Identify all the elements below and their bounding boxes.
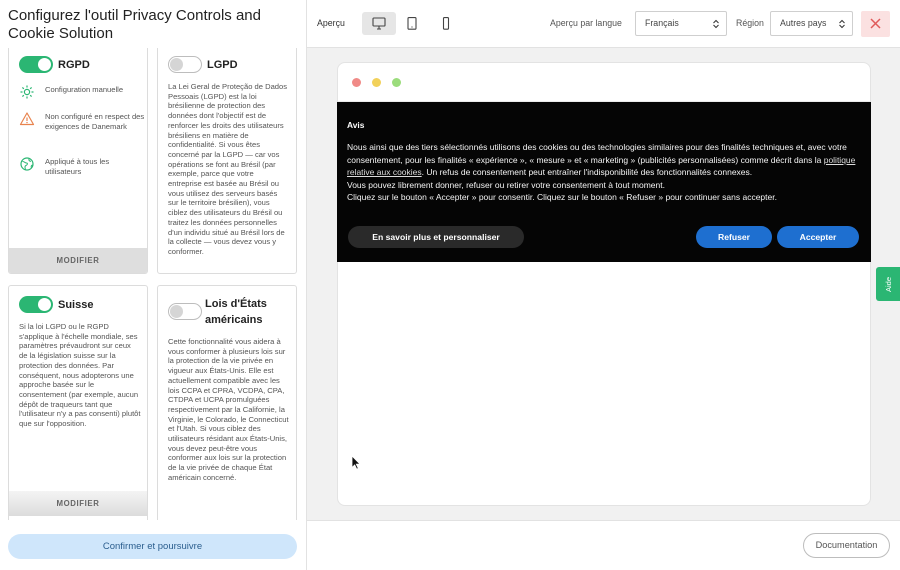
region-value: Autres pays	[780, 18, 827, 28]
preview-toolbar	[307, 0, 900, 48]
documentation-button[interactable]: Documentation	[803, 533, 890, 558]
window-maximize-dot	[392, 78, 401, 87]
card-rgpd	[8, 48, 148, 274]
select-arrows-icon	[839, 19, 845, 29]
cookie-banner	[337, 102, 871, 262]
window-close-dot	[352, 78, 361, 87]
rgpd-modify-button[interactable]: MODIFIER	[9, 248, 147, 273]
lgpd-description: La Lei Geral de Proteção de Dados Pessoais (LGPD) est la loi brésilienne de protection des données dont l'objectif est de renforcer les droits des utilisateurs brésiliens en matière de confidentialité. Si vous êtes concerné par la LGPD — car vos opérations se font au Brésil (par exemple, parce que votre entreprise est basée au Brésil ou vous utilisez des serveurs basés sur le territoire brésilien), vous ciblez des utilisateurs du Brésil ou traitez les données personnelles d'un individu situé au Brésil lors de la collecte — vous devez vous y conformer.	[168, 82, 288, 256]
banner-text-line2: Vous pouvez librement donner, refuser ou retirer votre consentement à tout moment.	[347, 179, 665, 190]
gear-icon	[19, 84, 35, 100]
suisse-modify-button[interactable]: MODIFIER	[9, 491, 147, 516]
preview-panel	[307, 0, 900, 570]
close-button[interactable]	[861, 11, 890, 37]
language-label: Aperçu par langue	[550, 18, 622, 28]
cookie-policy-link[interactable]: politique relative aux cookies	[347, 154, 856, 178]
tablet-icon	[406, 17, 418, 30]
suisse-toggle[interactable]	[19, 296, 53, 313]
feature-configuration-text: Configuration manuelle	[45, 85, 124, 94]
tablet-view-button[interactable]	[396, 12, 430, 35]
banner-title: Avis	[347, 120, 365, 130]
language-value: Français	[645, 18, 679, 28]
globe-icon	[19, 156, 35, 172]
feature-global-text: Appliqué à tous les utilisateurs	[45, 157, 110, 176]
learn-more-button[interactable]: En savoir plus et personnaliser	[348, 226, 524, 248]
desktop-icon	[372, 17, 386, 30]
warning-icon	[19, 111, 35, 127]
mobile-icon	[440, 17, 452, 30]
desktop-view-button[interactable]	[362, 12, 396, 35]
close-icon	[870, 18, 881, 29]
banner-text-intro: Nous ainsi que des tiers sélectionnés utilisons des cookies ou des technologies similaires pour des finalités techniques et, avec votre consentement, pour les finalités « expérience », « mesure » et « marketing » (publicités personnalisées) comme décrit dans la	[347, 142, 847, 165]
rgpd-toggle[interactable]	[19, 56, 53, 73]
accept-button[interactable]: Accepter	[777, 226, 859, 248]
card-lgpd	[157, 48, 297, 274]
region-select[interactable]	[770, 11, 853, 36]
preview-label: Aperçu	[317, 18, 345, 28]
config-panel	[0, 0, 307, 570]
select-arrows-icon	[713, 19, 719, 29]
card-suisse	[8, 285, 148, 520]
browser-titlebar	[338, 63, 870, 102]
banner-text	[347, 141, 862, 204]
preview-footer	[307, 520, 900, 570]
help-tab-label: Aide	[884, 276, 894, 293]
us-states-description: Cette fonctionnalité vous aidera à vous conformer à plusieurs lois sur la protection de la vie privée en vigueur aux États-Unis. Elle est actuellement compatible avec les lois CCPA et CPRA, VCDPA, CPA, CTDPA et UCPA promulguées respectivement par la Californie, la Virginie, le Colorado, le Connecticut et l'Utah. Si vous ciblez des utilisateurs résidant aux États-Unis, vous devez peut-être vous conformer aux lois sur la protection de la vie privée de chaque État américain concerné.	[168, 337, 289, 482]
us-states-toggle[interactable]	[168, 303, 202, 320]
banner-text-after-link: . Un refus de consentement peut entraîner l'indisponibilité des fonctionnalités connexes.	[421, 167, 753, 178]
suisse-description: Si la loi LGPD ou le RGPD s'applique à l'échelle mondiale, ses paramètres prévaudront sur ceux de la législation suisse sur la protection des données. Par conséquent, nous adopterons une approche basée sur le consentement (par exemple, aucun dépôt de traqueurs tant que l'utilisateur n'y a pas consenti) plutôt que sur l'opposition.	[19, 322, 141, 429]
suisse-title: Suisse	[58, 299, 94, 311]
confirm-button[interactable]: Confirmer et poursuivre	[8, 534, 297, 559]
mobile-view-button[interactable]	[430, 12, 464, 35]
feature-danemark-text: Non configuré en respect des exigences de Danemark	[45, 112, 145, 131]
mouse-cursor-icon	[351, 455, 361, 470]
help-tab[interactable]	[876, 267, 900, 301]
lgpd-toggle[interactable]	[168, 56, 202, 73]
region-label: Région	[736, 18, 764, 28]
rgpd-title: RGPD	[58, 59, 90, 71]
card-us-states	[157, 285, 297, 520]
panel-title: Configurez l'outil Privacy Controls and Cookie Solution	[8, 7, 261, 42]
cards-container[interactable]	[0, 48, 307, 520]
us-states-title: Lois d'États américains	[205, 298, 267, 326]
banner-text-line3: Cliquez sur le bouton « Accepter » pour consentir. Cliquez sur le bouton « Refuser » pour continuer sans accepter.	[347, 192, 777, 203]
window-minimize-dot	[372, 78, 381, 87]
refuse-button[interactable]: Refuser	[696, 226, 772, 248]
lgpd-title: LGPD	[207, 59, 238, 71]
language-select[interactable]	[635, 11, 727, 36]
